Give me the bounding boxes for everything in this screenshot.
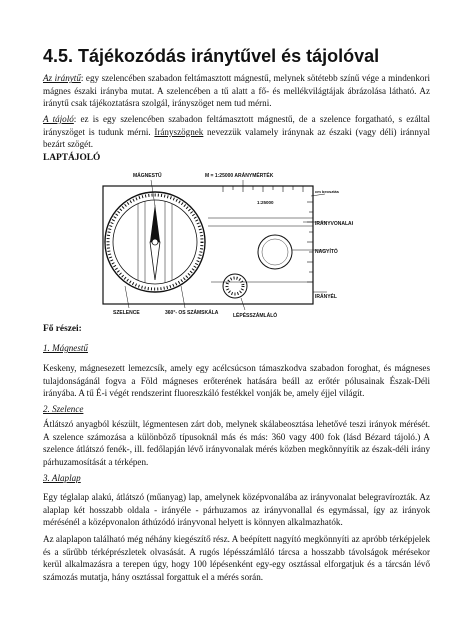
page-title: 4.5. Tájékozódás iránytűvel és tájolóval <box>43 46 380 66</box>
parts-heading: Fő részei: <box>43 324 82 334</box>
text-tajolo-a: : ez is egy szelencében szabadon feltámasztott mágnestű, de a szelence forgatható, s ezáltal irányszöget is tudunk mérni. <box>43 114 430 137</box>
needle-south <box>150 242 160 280</box>
label-iranyel: IRÁNYÉL <box>315 294 337 300</box>
magnifier <box>258 235 292 269</box>
paragraph-iranytu <box>43 72 430 110</box>
section-3-text-2: Az alaplapon található még néhány kiegészítő rész. A beépített nagyító megkönnyíti az apróbb térképjelek és a sűrűbb térképrészletek olvasását. A rugós lépésszámláló tárcsa a hosszabb távolságok mérésekor kerül alkalmazásra a terepen úgy, hogy 100 lépésenként egy-egy osztással elforgatjuk és a tárcsán lévő számozás mutatja, hány osztással forgattuk el a mérés során. <box>43 534 430 582</box>
term-tajolo: A tájoló <box>43 114 74 124</box>
label-cm: cm beosztás <box>315 189 340 194</box>
label-szelence: SZELENCE <box>113 310 140 316</box>
term-iranytu: Az iránytű <box>43 73 81 83</box>
section-3-title: 3. Alaplap <box>43 473 81 483</box>
label-iranyvonal: IRÁNYVONALAK <box>315 221 353 227</box>
section-1-title: 1. Mágnestű <box>43 343 88 353</box>
compass-drawing <box>93 162 353 322</box>
compass-diagram <box>93 162 353 322</box>
label-nagyito: NAGYÍTÓ <box>315 249 338 255</box>
section-3-text-1: Egy téglalap alakú, átlátszó (műanyag) lap, amelynek középvonalába az irányvonalat belegravírozták. Az alaplap két hosszabb oldala - irányéle - párhuzamos az irányvonallal és egymással, így az irányok mérésénél a középvonalon áthúzódó irányvonal helyett is könnyen alkalmazhatók. <box>43 492 430 528</box>
baseplate-outline <box>103 186 313 304</box>
section-2-title: 2. Szelence <box>43 404 84 414</box>
paragraph-tajolo <box>43 113 430 151</box>
section-2-text: Átlátszó anyagból készült, légmentesen zárt dob, melynek skálabeosztása lehetővé teszi irányok mérését. A szelence számozása a különböző típusoknál más és más: 360 vagy 400 fok (lásd Bézard tájoló.) A szelence átlátszó fenék-, ill. fedőlapján lévő irányvonalak mérés közben megkönnyítik az észak-déli irány párhuzamosítását a térképen. <box>43 419 430 467</box>
label-lepes: LÉPÉSSZÁMLÁLÓ <box>233 313 278 319</box>
label-scale: M = 1:25000 ARÁNYMÉRTÉK <box>205 173 274 179</box>
term-iranyszog: Irányszögnek <box>154 126 204 137</box>
text-iranytu: : egy szelencében szabadon feltámasztott mágnestű, melynek sötétebb színű vége a mindenkori mágnes északi irányba mutat. A szelencében a tű alatt a fő- és mellékvilágtájak ábrázolása látható. Az iránytű csak tájékoztatásra szolgál, irányszöget nem tud mérni. <box>43 73 430 109</box>
section-1-text: Keskeny, mágnesezett lemezcsík, amely egy acélcsúcson támaszkodva szabadon foroghat, és mágneses tulajdonságánál fogva a Föld mágneses erőterének hatására beáll az erőtér pólusainak Észak-Déli irányába. A tű É-i végét rendszerint fluoreszkáló festékkel vonják be, amely éjjel világít. <box>43 363 430 399</box>
label-ratio: 1:25000 <box>257 200 274 205</box>
needle-north <box>150 204 160 242</box>
section-heading-laptajolo: LAPTÁJOLÓ <box>43 153 101 163</box>
label-magnestu: MÁGNESTŰ <box>133 173 162 179</box>
label-fokszam: 360°- OS SZÁMSKÁLA <box>165 310 219 316</box>
text-tajolo-b: nevezzük valamely iránynak az északi (vagy déli) iránnyal bezárt szögét. <box>43 126 430 150</box>
